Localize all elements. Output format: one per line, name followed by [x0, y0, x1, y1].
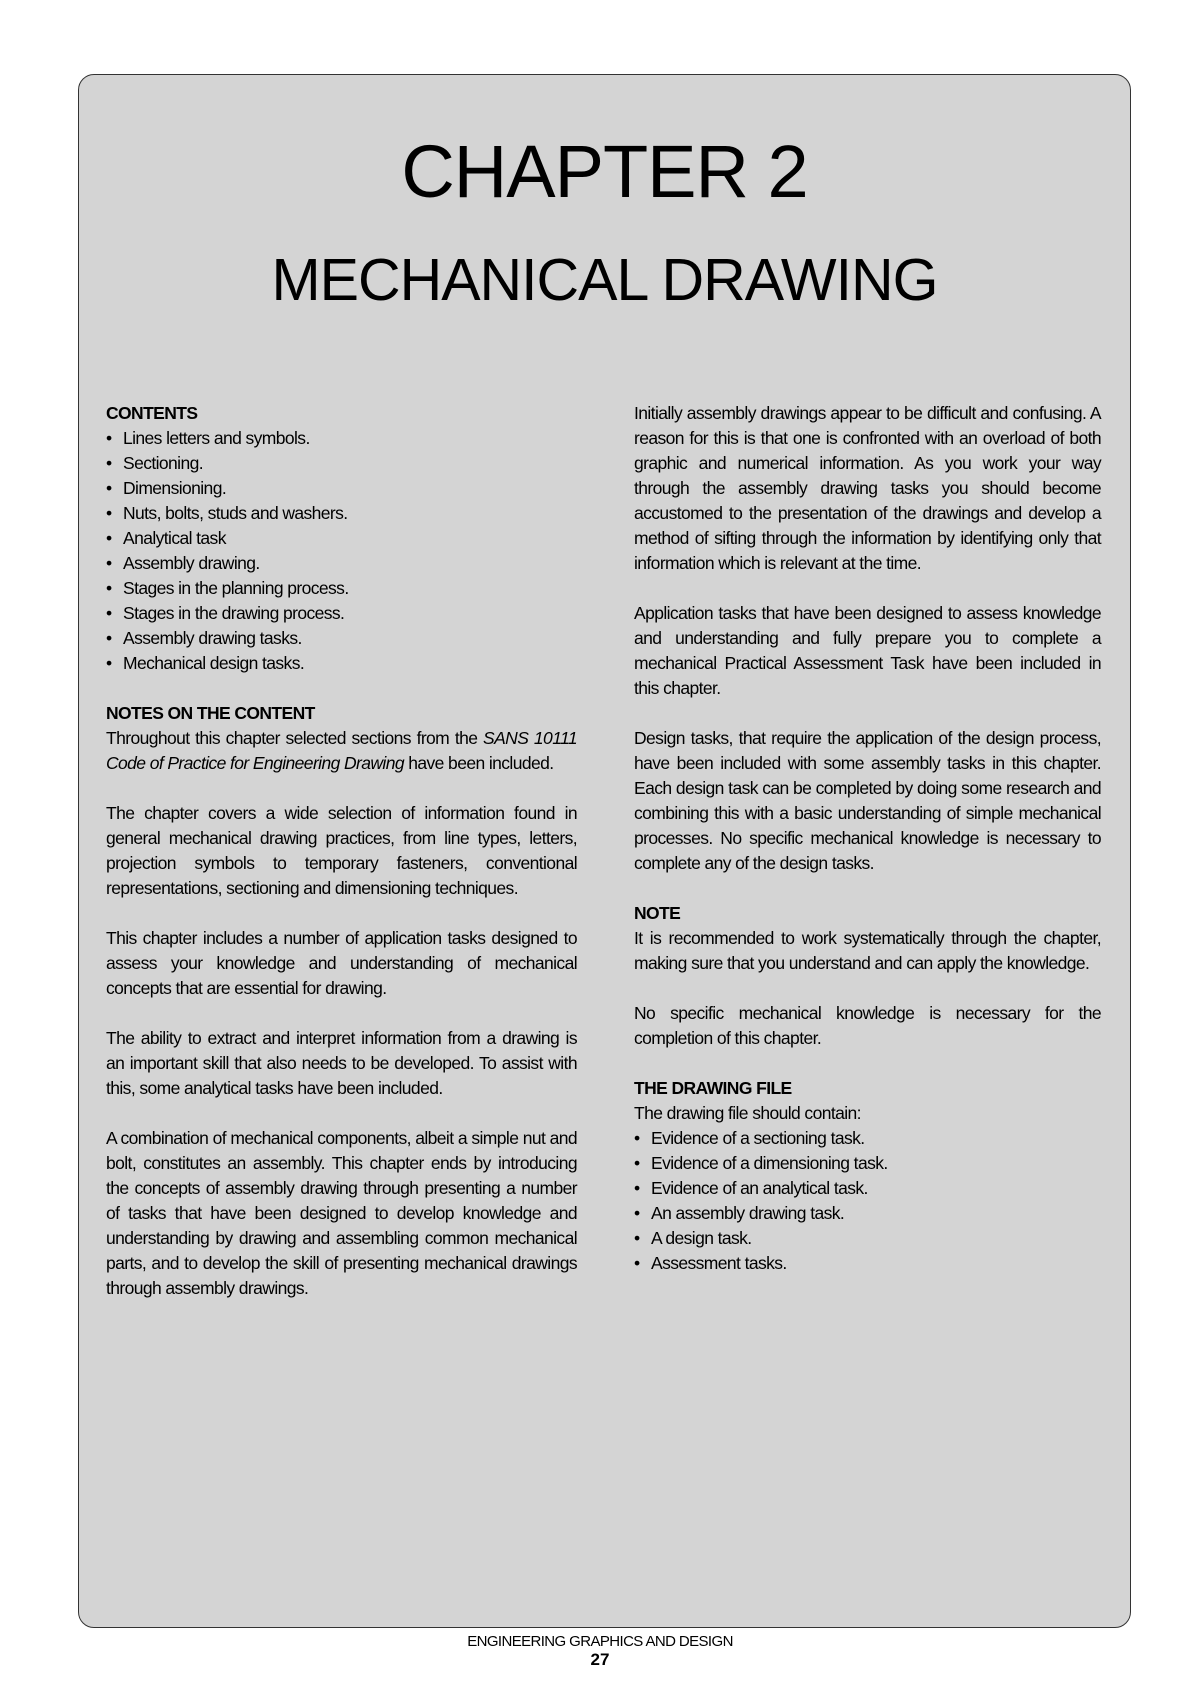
- list-item: [634, 1251, 1101, 1276]
- list-item: [106, 626, 577, 651]
- list-item-label: Assembly drawing.: [123, 553, 260, 573]
- list-item-label: An assembly drawing task.: [651, 1203, 845, 1223]
- note-paragraph: It is recommended to work systematically through the chapter, making sure that you understand and can apply the knowledge.: [634, 928, 1101, 973]
- list-item-label: Mechanical design tasks.: [123, 653, 305, 673]
- bullet-icon: •: [634, 1228, 640, 1248]
- body-paragraph: Application tasks that have been designed to assess knowledge and understanding and fully prepare you to complete a mechanical Practical Assessment Task have been included in this chapter.: [634, 603, 1101, 698]
- notes-paragraph: [106, 726, 577, 776]
- chapter-number: CHAPTER 2: [401, 130, 808, 213]
- list-item: [106, 601, 577, 626]
- bullet-icon: •: [634, 1253, 640, 1273]
- list-item: [106, 426, 577, 451]
- body-paragraph: Design tasks, that require the application of the design process, have been included with some assembly tasks in this chapter. Each design task can be completed by doing some research and combining this with a basic understanding of simple mechanical processes. No specific mechanical knowledge is necessary to complete any of the design tasks.: [634, 728, 1101, 873]
- body-paragraph: Initially assembly drawings appear to be difficult and confusing. A reason for this is that one is confronted with an overload of both graphic and numerical information. As you work your way through the assembly drawing tasks you should become accustomed to the presentation of the drawings and develop a method of sifting through the information by identifying only that information which is relevant at the time.: [634, 403, 1101, 573]
- list-item: [106, 476, 577, 501]
- right-column: [634, 401, 1101, 1301]
- notes-heading: NOTES ON THE CONTENT: [106, 703, 315, 723]
- list-item: [634, 1226, 1101, 1251]
- bullet-icon: •: [634, 1153, 640, 1173]
- list-item: [634, 1201, 1101, 1226]
- list-item-label: Analytical task: [123, 528, 226, 548]
- list-item: [106, 551, 577, 576]
- bullet-icon: •: [106, 553, 112, 573]
- list-item: [106, 451, 577, 476]
- bullet-icon: •: [634, 1128, 640, 1148]
- drawing-file-heading: THE DRAWING FILE: [634, 1078, 792, 1098]
- notes-paragraph: A combination of mechanical components, albeit a simple nut and bolt, constitutes an assembly. This chapter ends by introducing the concepts of assembly drawing through presenting a number of tasks that have been designed to develop knowledge and understanding by drawing and assembling common mechanical parts, and to develop the skill of presenting mechanical drawings through assembly drawings.: [106, 1128, 577, 1298]
- list-item-label: Evidence of a sectioning task.: [651, 1128, 865, 1148]
- list-item-label: Evidence of a dimensioning task.: [651, 1153, 888, 1173]
- list-item-label: Evidence of an analytical task.: [651, 1178, 868, 1198]
- list-item-label: Lines letters and symbols.: [123, 428, 310, 448]
- footer-book-title: ENGINEERING GRAPHICS AND DESIGN: [467, 1633, 733, 1650]
- bullet-icon: •: [634, 1178, 640, 1198]
- list-item-label: A design task.: [651, 1228, 752, 1248]
- notes-paragraph: The chapter covers a wide selection of information found in general mechanical drawing practices, from line types, letters, projection symbols to temporary fasteners, conventional representations, sectioning and dimensioning techniques.: [106, 803, 577, 898]
- drawing-file-intro: The drawing file should contain:: [634, 1103, 861, 1123]
- list-item-label: Stages in the planning process.: [123, 578, 349, 598]
- bullet-icon: •: [106, 453, 112, 473]
- page-number: 27: [590, 1650, 610, 1669]
- list-item: [106, 501, 577, 526]
- list-item: [634, 1176, 1101, 1201]
- list-item: [106, 576, 577, 601]
- list-item-label: Assessment tasks.: [651, 1253, 787, 1273]
- list-item: [106, 526, 577, 551]
- contents-heading: CONTENTS: [106, 403, 198, 423]
- contents-list: [106, 426, 577, 676]
- notes-text: have been included.: [403, 753, 554, 773]
- list-item-label: Nuts, bolts, studs and washers.: [123, 503, 348, 523]
- note-paragraph: No specific mechanical knowledge is necessary for the completion of this chapter.: [634, 1003, 1101, 1048]
- list-item-label: Dimensioning.: [123, 478, 227, 498]
- list-item: [634, 1151, 1101, 1176]
- list-item: [106, 651, 577, 676]
- left-column: [106, 401, 577, 1326]
- list-item-label: Sectioning.: [123, 453, 203, 473]
- list-item: [634, 1126, 1101, 1151]
- drawing-file-list: [634, 1126, 1101, 1276]
- bullet-icon: •: [106, 578, 112, 598]
- notes-text: Throughout this chapter selected sections from the: [106, 728, 484, 748]
- bullet-icon: •: [106, 528, 112, 548]
- notes-paragraph: This chapter includes a number of application tasks designed to assess your knowledge and understanding of mechanical concepts that are essential for drawing.: [106, 928, 577, 998]
- bullet-icon: •: [106, 428, 112, 448]
- list-item-label: Assembly drawing tasks.: [123, 628, 302, 648]
- bullet-icon: •: [106, 628, 112, 648]
- bullet-icon: •: [634, 1203, 640, 1223]
- note-heading: NOTE: [634, 903, 681, 923]
- chapter-title: MECHANICAL DRAWING: [271, 247, 938, 313]
- bullet-icon: •: [106, 478, 112, 498]
- bullet-icon: •: [106, 603, 112, 623]
- bullet-icon: •: [106, 503, 112, 523]
- standard-reference: SANS 10111 Code of Practice for Engineering Drawing: [106, 728, 577, 773]
- list-item-label: Stages in the drawing process.: [123, 603, 345, 623]
- notes-paragraph: The ability to extract and interpret information from a drawing is an important skill that also needs to be developed. To assist with this, some analytical tasks have been included.: [106, 1028, 577, 1098]
- chapter-panel: [78, 74, 1131, 1628]
- bullet-icon: •: [106, 653, 112, 673]
